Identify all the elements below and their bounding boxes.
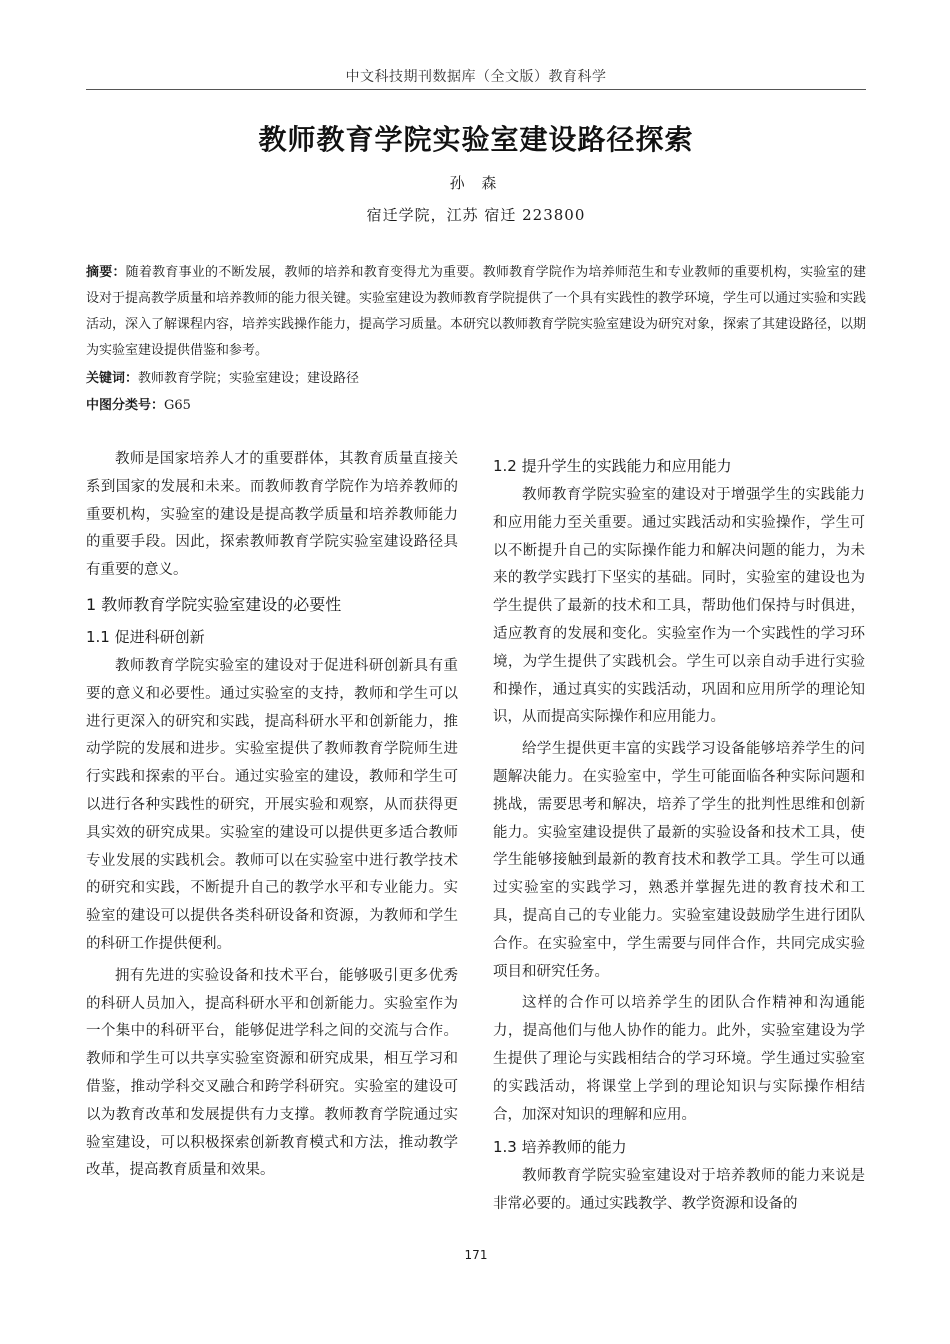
running-header: 中文科技期刊数据库（全文版）教育科学 [345,69,607,85]
section-1-1-heading: 1.1 促进科研创新 [86,627,205,646]
header-rule [86,89,866,90]
section-1-heading: 1 教师教育学院实验室建设的必要性 [86,594,342,614]
left-column [86,446,458,1189]
section-1-2-paragraph-3: 这样的合作可以培养学生的团队合作精神和沟通能力，提高他们与他人协作的能力。此外，实验室建设为学生提供了理论与实践相结合的学习环境。学生通过实验室的实践活动，将课堂上学到的理论知识与实际操作相结合，加深对知识的理解和应用。 [493,995,865,1123]
classification-text: G65 [164,398,191,413]
paper-title: 教师教育学院实验室建设路径探索 [258,123,694,156]
section-1-3-paragraph-1: 教师教育学院实验室建设对于培养教师的能力来说是非常必要的。通过实践教学、教学资源和设备的 [493,1168,865,1213]
abstract-text: 随着教育事业的不断发展，教师的培养和教育变得尤为重要。教师教育学院作为培养师范生和专业教师的重要机构，实验室的建设对于提高教学质量和培养教师的能力很关键。实验室建设为教师教育学院提供了一个具有实践性的教学环境，学生可以通过实验和实践活动，深入了解课程内容，培养实践操作能力，提高学习质量。本研究以教师教育学院实验室建设为研究对象，探索了其建设路径，以期为实验室建设提供借鉴和参考。 [86,265,867,358]
keywords-text: 教师教育学院；实验室建设；建设路径 [138,371,360,386]
classification [86,393,866,419]
classification-label: 中图分类号： [86,398,165,413]
page-number: 171 [464,1248,488,1262]
abstract [86,260,866,364]
keywords [86,366,866,392]
section-1-2-paragraph-2: 给学生提供更丰富的实践学习设备能够培养学生的问题解决能力。在实验室中，学生可能面临各种实际问题和挑战，需要思考和解决，培养了学生的批判性思维和创新能力。实验室建设提供了最新的实验设备和技术工具，使学生能够接触到最新的教育技术和教学工具。学生可以通过实验室的实践学习，熟悉并掌握先进的教育技术和工具，提高自己的专业能力。实验室建设鼓励学生进行团队合作。在实验室中，学生需要与同伴合作，共同完成实验项目和研究任务。 [493,741,865,980]
author-name: 孙 森 [449,174,503,192]
section-1-1-paragraph-2: 拥有先进的实验设备和技术平台，能够吸引更多优秀的科研人员加入，提高科研水平和创新能力。实验室作为一个集中的科研平台，能够促进学科之间的交流与合作。教师和学生可以共享实验室资源和研究成果，相互学习和借鉴，推动学科交叉融合和跨学科研究。实验室的建设可以为教育改革和发展提供有力支撑。教师教育学院通过实验室建设，可以积极探索创新教育模式和方法，推动教学改革，提高教育质量和效果。 [86,967,458,1179]
intro-paragraph: 教师是国家培养人才的重要群体，其教育质量直接关系到国家的发展和未来。而教师教育学院作为培养教师的重要机构，实验室的建设是提高教学质量和培养教师能力的重要手段。因此，探索教师教育学院实验室建设路径具有重要的意义。 [86,451,458,579]
abstract-label: 摘要： [86,265,126,280]
author-affiliation: 宿迁学院，江苏 宿迁 223800 [366,206,586,224]
right-column [493,452,865,1223]
section-1-3-heading: 1.3 培养教师的能力 [493,1138,627,1157]
keywords-label: 关键词： [86,371,139,386]
section-1-2-paragraph-1: 教师教育学院实验室的建设对于增强学生的实践能力和应用能力至关重要。通过实践活动和实验操作，学生可以不断提升自己的实际操作能力和解决问题的能力，为未来的教学实践打下坚实的基础。同时，实验室的建设也为学生提供了最新的技术和工具，帮助他们保持与时俱进，适应教育的发展和变化。实验室作为一个实践性的学习环境，为学生提供了实践机会。学生可以亲自动手进行实验和操作，通过真实的实践活动，巩固和应用所学的理论知识，从而提高实际操作和应用能力。 [493,487,865,726]
section-1-1-paragraph-1: 教师教育学院实验室的建设对于促进科研创新具有重要的意义和必要性。通过实验室的支持，教师和学生可以进行更深入的研究和实践，提高科研水平和创新能力，推动学院的发展和进步。实验室提供了教师教育学院师生进行实践和探索的平台。通过实验室的建设，教师和学生可以进行各种实践性的研究，开展实验和观察，从而获得更具实效的研究成果。实验室的建设可以提供更多适合教师专业发展的实践机会。教师可以在实验室中进行教学技术的研究和实践，不断提升自己的教学水平和专业能力。实验室的建设可以提供各类科研设备和资源，为教师和学生的科研工作提供便利。 [86,657,458,952]
section-1-2-heading: 1.2 提升学生的实践能力和应用能力 [493,457,732,475]
